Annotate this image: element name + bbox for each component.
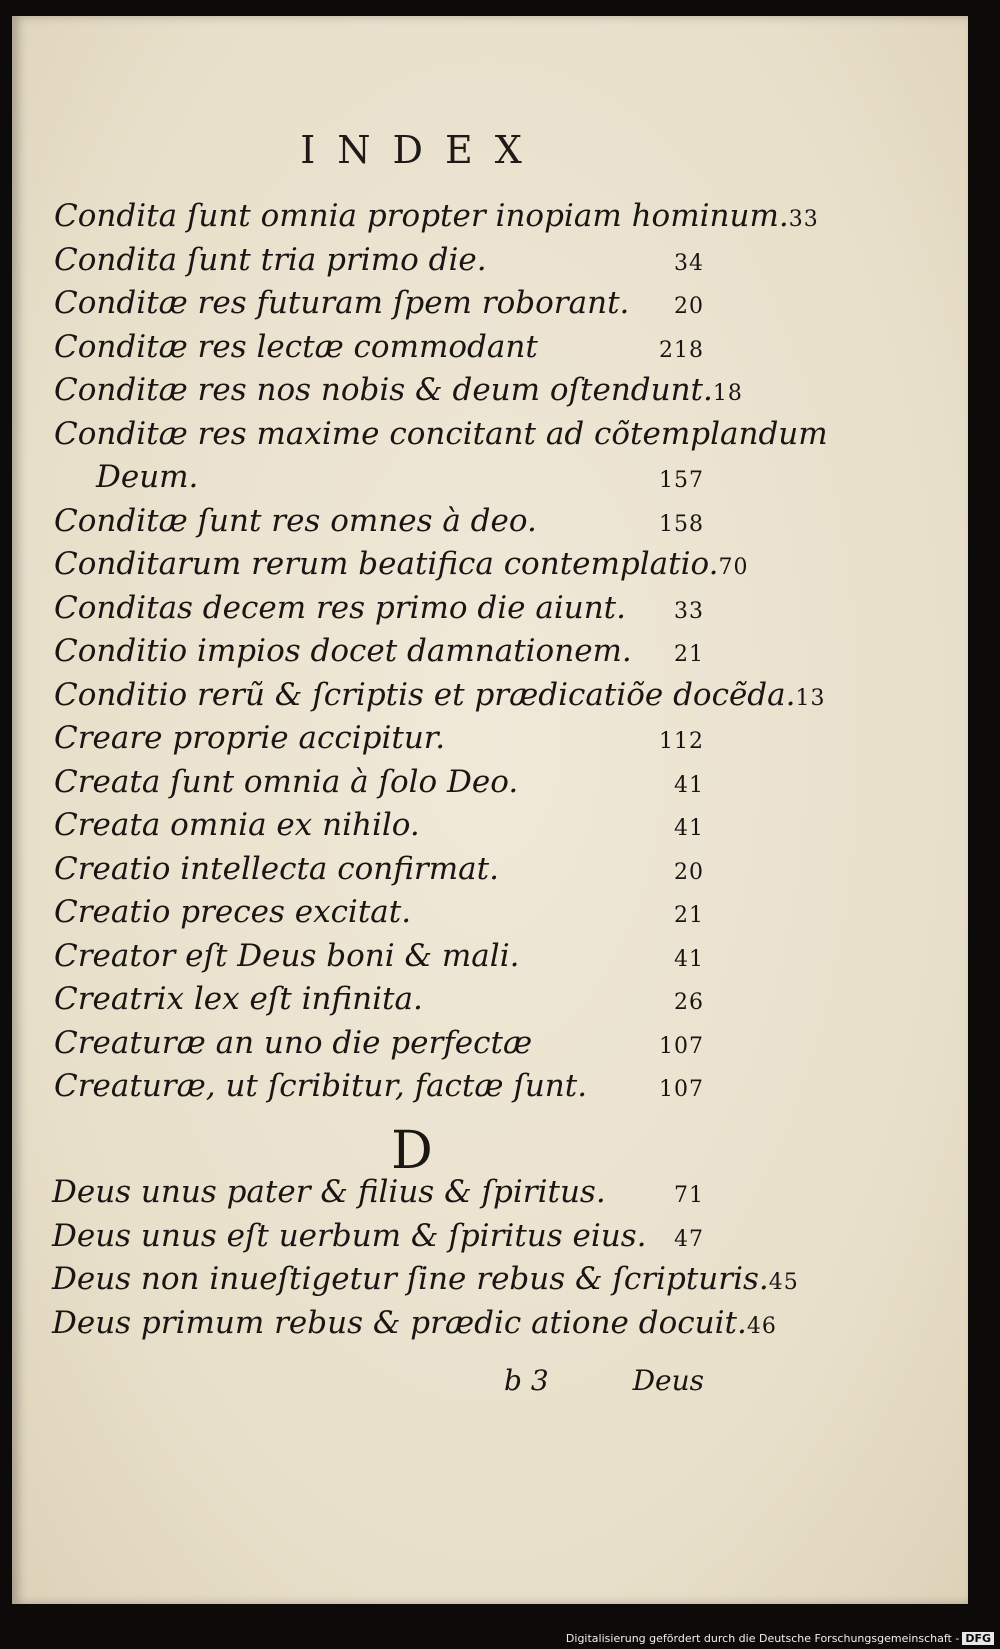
dfg-logo: DFG <box>962 1632 994 1645</box>
entry-text: Creaturæ, ut ſcribitur, factæ ſunt. <box>54 1068 588 1104</box>
index-entry <box>54 415 828 460</box>
entry-text: Conditio impios docet damnationem. <box>54 633 632 669</box>
entry-text: Condita ſunt omnia propter inopiam hominum. <box>54 198 789 234</box>
entry-page: 45 <box>768 1270 799 1295</box>
index-entry <box>54 1068 704 1112</box>
index-entry <box>54 329 704 373</box>
entry-page: 34 <box>674 250 704 276</box>
entry-page: 112 <box>659 729 704 754</box>
entry-page: 41 <box>674 772 704 798</box>
index-entry <box>54 503 704 547</box>
index-entry <box>52 1261 799 1305</box>
index-entries-c <box>54 198 828 1112</box>
entry-page: 107 <box>659 1033 704 1059</box>
entry-text: Creatio preces excitat. <box>54 894 412 930</box>
catchword: Deus <box>632 1364 704 1397</box>
entry-text: Creata ſunt omnia à ſolo Deo. <box>54 763 519 800</box>
entry-page: 158 <box>659 511 704 537</box>
entry-page: 157 <box>659 468 704 493</box>
entry-page: 13 <box>795 685 826 711</box>
credit-text: Digitalisierung gefördert durch die Deutsche Forschungsgemeinschaft - <box>565 1632 960 1645</box>
index-entry <box>54 720 704 764</box>
index-entry <box>54 372 743 416</box>
entry-text: Conditæ ſunt res omnes à deo. <box>54 502 537 539</box>
entry-page: 41 <box>674 946 704 972</box>
index-entry <box>54 1025 704 1069</box>
entry-page: 46 <box>746 1313 777 1339</box>
entry-text: Conditæ res maxime concitant ad cõtemplandum <box>54 415 828 452</box>
entry-text: Creata omnia ex nihilo. <box>54 807 420 843</box>
index-entry <box>52 1174 704 1218</box>
entry-text: Creatrix lex eſt infinita. <box>54 981 423 1017</box>
page-footer <box>504 1364 704 1397</box>
entry-page: 18 <box>712 381 743 406</box>
entry-text: Condita ſunt tria primo die. <box>54 241 487 278</box>
index-entry <box>54 590 704 634</box>
entry-page: 33 <box>674 598 704 624</box>
index-entry <box>52 1304 777 1349</box>
index-entry <box>54 285 704 329</box>
entry-text: Deus non inueſtigetur ſine rebus & ſcripturis. <box>52 1261 769 1297</box>
entry-page: 218 <box>659 337 704 363</box>
entry-text: Deus unus eſt uerbum & ſpiritus eius. <box>52 1217 647 1254</box>
index-entry <box>54 938 704 982</box>
entry-text: Deus primum rebus & prædic atione docuit. <box>52 1304 747 1341</box>
book-page <box>12 16 968 1604</box>
signature-mark: b 3 <box>504 1364 549 1397</box>
digitization-credit <box>566 1632 994 1645</box>
entry-page: 70 <box>718 555 749 580</box>
index-entry <box>54 807 704 851</box>
entry-text: Creaturæ an uno die perfectæ <box>54 1024 533 1061</box>
entry-text: Creare proprie accipitur. <box>54 720 446 756</box>
index-entries-d <box>52 1174 799 1348</box>
entry-text: Creator eſt Deus boni & mali. <box>54 937 520 974</box>
index-entry <box>54 894 704 938</box>
entry-text: Conditæ res lectæ commodant <box>54 328 538 365</box>
index-heading: INDEX <box>300 128 544 172</box>
index-entry <box>54 633 704 677</box>
entry-page: 41 <box>674 816 704 841</box>
index-entry <box>54 676 826 721</box>
entry-text: Conditæ res futuram ſpem roborant. <box>54 285 630 321</box>
entry-text: Conditæ res nos nobis & deum oſtendunt. <box>54 372 713 408</box>
entry-text: Deus unus pater & filius & ſpiritus. <box>52 1174 606 1210</box>
entry-page: 47 <box>674 1226 704 1252</box>
index-entry <box>54 764 704 808</box>
entry-page: 33 <box>788 207 819 232</box>
index-entry <box>54 981 704 1025</box>
entry-text: Creatio intellecta confirmat. <box>54 850 499 887</box>
entry-page: 21 <box>674 903 704 928</box>
index-entry <box>54 546 749 590</box>
index-entry <box>54 198 819 242</box>
section-letter: D <box>391 1121 433 1181</box>
entry-text: Conditio rerũ & ſcriptis et prædicatiõe docẽda. <box>54 676 796 713</box>
entry-page: 21 <box>674 642 704 667</box>
index-entry <box>54 851 704 895</box>
entry-page: 71 <box>674 1183 704 1208</box>
index-entry <box>52 1218 704 1262</box>
entry-text: Conditarum rerum beatifica contemplatio. <box>54 546 719 582</box>
index-entry <box>54 242 704 286</box>
entry-page: 107 <box>659 1077 704 1102</box>
entry-text: Conditas decem res primo die aiunt. <box>54 589 626 626</box>
entry-page: 20 <box>674 859 704 885</box>
entry-page: 20 <box>674 294 704 319</box>
index-entry-continuation <box>54 459 704 503</box>
entry-page: 26 <box>674 990 704 1015</box>
entry-text: Deum. <box>96 459 199 495</box>
